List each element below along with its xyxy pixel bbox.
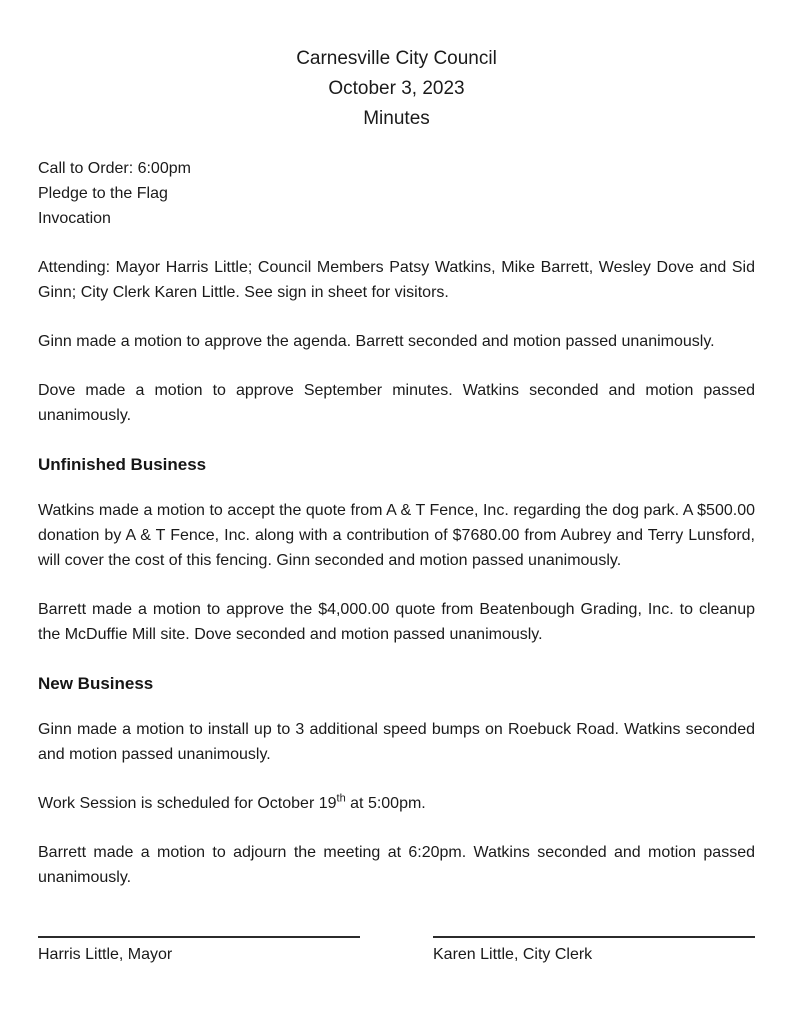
document-title-date: October 3, 2023 (328, 78, 465, 99)
september-minutes-motion-paragraph: Dove made a motion to approve September minutes. Watkins seconded and motion passed unanimously. (38, 382, 755, 424)
invocation-line: Invocation (38, 210, 111, 227)
document-title-block (38, 44, 755, 134)
opening-items-block (38, 156, 755, 231)
new-business-heading: New Business (38, 674, 154, 693)
pledge-line: Pledge to the Flag (38, 185, 168, 202)
clerk-signature-label: Karen Little, City Clerk (433, 946, 593, 963)
agenda-motion-paragraph: Ginn made a motion to approve the agenda. Barrett seconded and motion passed unanimously. (38, 333, 715, 350)
document-title-org: Carnesville City Council (296, 48, 497, 69)
signature-row (38, 936, 755, 967)
clerk-signature-block (433, 936, 755, 967)
unfinished-business-heading: Unfinished Business (38, 455, 207, 474)
grading-quote-motion-paragraph: Barrett made a motion to approve the $4,000.00 quote from Beatenbough Grading, Inc. to cleanup the McDuffie Mill site. Dove seconded and motion passed unanimously. (38, 601, 755, 643)
work-session-paragraph (38, 791, 755, 816)
adjourn-motion-paragraph: Barrett made a motion to adjourn the meeting at 6:20pm. Watkins seconded and motion passed unanimously. (38, 844, 755, 886)
attending-paragraph: Attending: Mayor Harris Little; Council Members Patsy Watkins, Mike Barrett, Wesley Dove and Sid Ginn; City Clerk Karen Little. See sign in sheet for visitors. (38, 259, 755, 301)
document-title-type: Minutes (363, 108, 430, 129)
work-session-text: Work Session is scheduled for October 19 (38, 795, 337, 812)
speed-bumps-motion-paragraph: Ginn made a motion to install up to 3 additional speed bumps on Roebuck Road. Watkins seconded and motion passed unanimously. (38, 721, 755, 763)
call-to-order-line: Call to Order: 6:00pm (38, 160, 191, 177)
mayor-signature-label: Harris Little, Mayor (38, 946, 173, 963)
fence-quote-motion-paragraph: Watkins made a motion to accept the quote from A & T Fence, Inc. regarding the dog park. A $500.00 donation by A & T Fence, Inc. along with a contribution of $7680.00 from Aubrey and Terry Lunsford, will cover the cost of this fencing. Ginn seconded and motion passed unanimously. (38, 502, 755, 569)
work-session-time: at 5:00pm. (345, 795, 426, 812)
mayor-signature-block (38, 936, 360, 967)
ordinal-superscript: th (336, 792, 346, 805)
